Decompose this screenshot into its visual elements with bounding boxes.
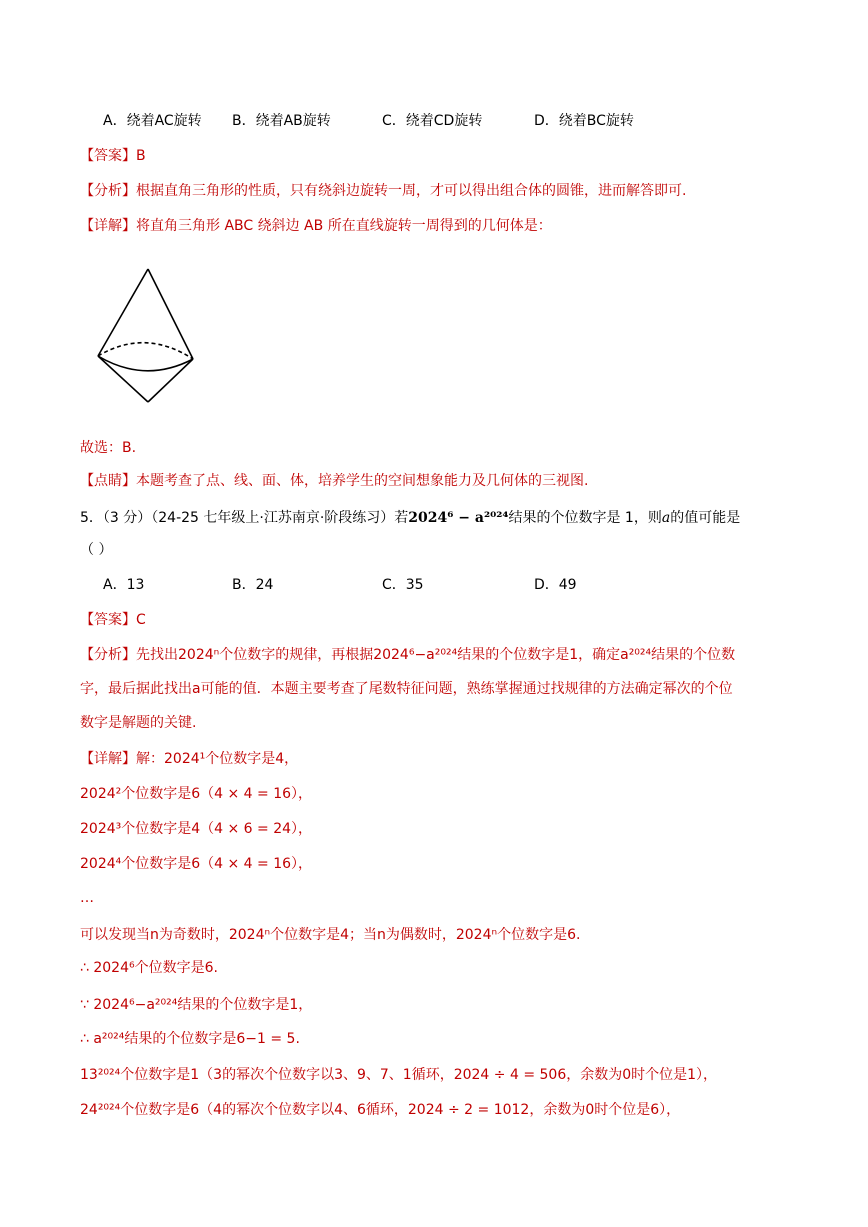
q5-option-c: C．35 (382, 577, 424, 593)
detail-tag: 【详解】 (80, 751, 136, 767)
option-a: A．绕着AC旋转 (103, 113, 202, 129)
q5-suffix2: 的值可能是 (670, 510, 741, 526)
analysis-text: 根据直角三角形的性质，只有绕斜边旋转一周，才可以得出组合体的圆锥，进而解答即可. (136, 183, 687, 199)
q4-comment-line (80, 471, 588, 491)
q5-paren: （ ） (80, 542, 113, 558)
q5-option-d: D．49 (534, 577, 577, 593)
q5-detail-line-8: ∵ 2024⁶−a²⁰²⁴结果的个位数字是1， (80, 997, 313, 1013)
q5-detail-line-6: 可以发现当n为奇数时，2024ⁿ个位数字是4；当n为偶数时，2024ⁿ个位数字是6. (80, 927, 581, 943)
q4-choose: 故选：B. (80, 440, 137, 456)
detail-tag: 【详解】 (80, 218, 136, 234)
detail-text: 将直角三角形 ABC 绕斜边 AB 所在直线旋转一周得到的几何体是： (136, 218, 552, 234)
q5-analysis-line-1 (80, 645, 735, 665)
q5-detail-line-2: 2024²个位数字是6（4 × 4 = 16）， (80, 786, 313, 802)
option-c: C．绕着CD旋转 (382, 113, 483, 129)
q5-detail-line-9: ∴ a²⁰²⁴结果的个位数字是6−1 = 5. (80, 1031, 300, 1047)
q5-detail-line-11: 24²⁰²⁴个位数字是6（4的幂次个位数字以4、6循环，2024 ÷ 2 = 1012，余数为0时个位是6）， (80, 1102, 681, 1118)
analysis-tag: 【分析】 (80, 183, 136, 199)
q5-answer-line (80, 610, 146, 630)
q5-detail-line-5: … (80, 890, 94, 906)
comment-text: 本题考查了点、线、面、体，培养学生的空间想象能力及几何体的三视图. (136, 473, 589, 489)
answer-value: B (136, 148, 146, 164)
cone-lower-left-edge (98, 356, 148, 402)
base-back-arc (98, 343, 193, 359)
q5-option-b: B．24 (232, 577, 274, 593)
option-d: D．绕着BC旋转 (534, 113, 634, 129)
q4-answer-line (80, 146, 146, 166)
q4-analysis-line (80, 181, 686, 201)
q4-detail-line (80, 216, 552, 236)
answer-tag: 【答案】 (80, 148, 136, 164)
q5-stem (80, 508, 740, 528)
cone-lower-right-edge (148, 359, 193, 402)
q5-detail-line-1 (80, 749, 298, 769)
q5-detail-line-10: 13²⁰²⁴个位数字是1（3的幂次个位数字以3、9、7、1循环，2024 ÷ 4 = 506，余数为0时个位是1）， (80, 1067, 718, 1083)
analysis-tag: 【分析】 (80, 647, 136, 663)
q5-variable: a (661, 510, 671, 526)
cone-upper-right-edge (148, 269, 193, 359)
analysis-text-1: 先找出2024ⁿ个位数字的规律，再根据2024⁶−a²⁰²⁴结果的个位数字是1，确定a²⁰²⁴结果的个位数 (136, 647, 736, 663)
q5-detail-line-7: ∴ 2024⁶个位数字是6. (80, 960, 218, 976)
q5-analysis-line-2: 字，最后据此找出a可能的值．本题主要考查了尾数特征问题，熟练掌握通过找规律的方法确定幂次的个位 (80, 681, 733, 697)
comment-tag: 【点睛】 (80, 473, 136, 489)
q5-detail-line-3: 2024³个位数字是4（4 × 6 = 24）， (80, 821, 313, 837)
answer-value: C (136, 612, 146, 628)
q5-expression: 2024⁶ − a²⁰²⁴ (408, 510, 509, 526)
detail-text-1: 解：2024¹个位数字是4， (136, 751, 299, 767)
answer-tag: 【答案】 (80, 612, 136, 628)
q5-option-a: A．13 (103, 577, 145, 593)
q5-suffix: 结果的个位数字是 1，则 (508, 510, 662, 526)
double-cone-figure (90, 262, 200, 410)
q5-detail-line-4: 2024⁴个位数字是6（4 × 4 = 16）， (80, 856, 313, 872)
q5-prefix: 5．（3 分）（24-25 七年级上·江苏南京·阶段练习）若 (80, 510, 409, 526)
q5-analysis-line-3: 数字是解题的关键. (80, 715, 197, 731)
option-b: B．绕着AB旋转 (232, 113, 331, 129)
